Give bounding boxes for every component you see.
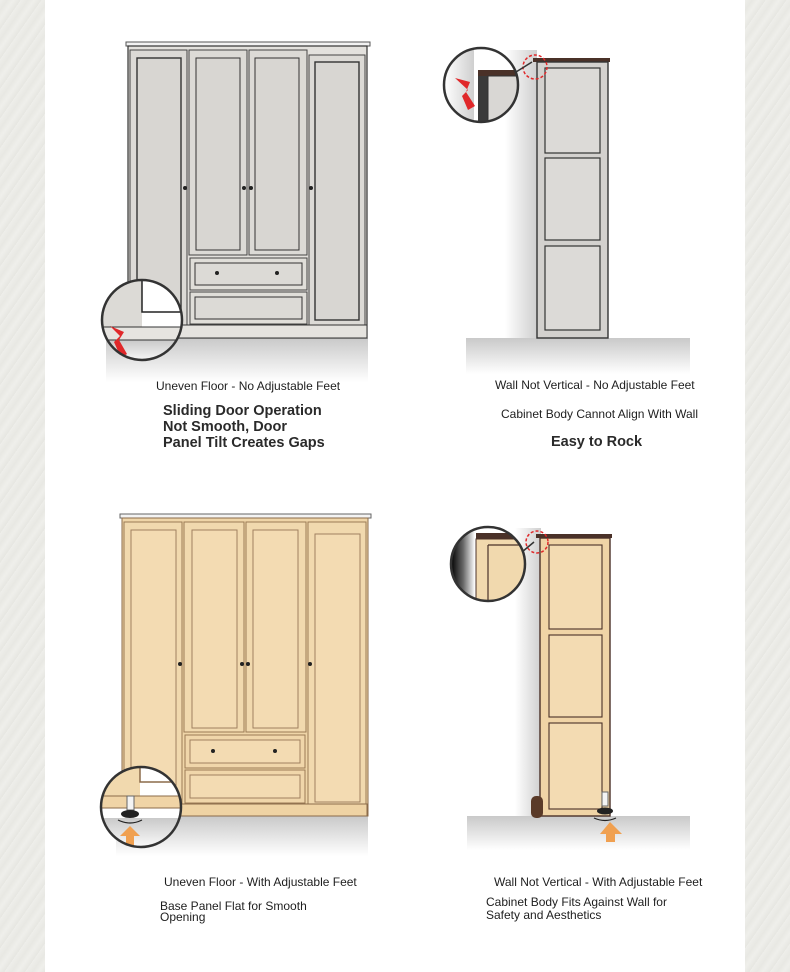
description-bl-line-2: Opening [160, 910, 206, 924]
caption-uneven-floor-with-feet: Uneven Floor - With Adjustable Feet [164, 875, 357, 889]
description-tl-line-3: Panel Tilt Creates Gaps [163, 435, 325, 451]
caption-uneven-floor-no-feet: Uneven Floor - No Adjustable Feet [156, 379, 341, 393]
subcaption-cannot-align: Cabinet Body Cannot Align With Wall [501, 407, 698, 421]
description-tl-line-2: Not Smooth, Door [163, 419, 288, 435]
description-br-line-1: Cabinet Body Fits Against Wall for [486, 895, 667, 909]
description-easy-to-rock: Easy to Rock [551, 434, 643, 450]
description-tl-line-1: Sliding Door Operation [163, 403, 322, 419]
caption-wall-not-vertical-no-feet: Wall Not Vertical - No Adjustable Feet [495, 378, 695, 392]
description-br-line-2: Safety and Aesthetics [486, 908, 602, 922]
caption-wall-not-vertical-with-feet: Wall Not Vertical - With Adjustable Feet [494, 875, 703, 889]
description-bl-line-1: Base Panel Flat for Smooth [160, 899, 307, 913]
